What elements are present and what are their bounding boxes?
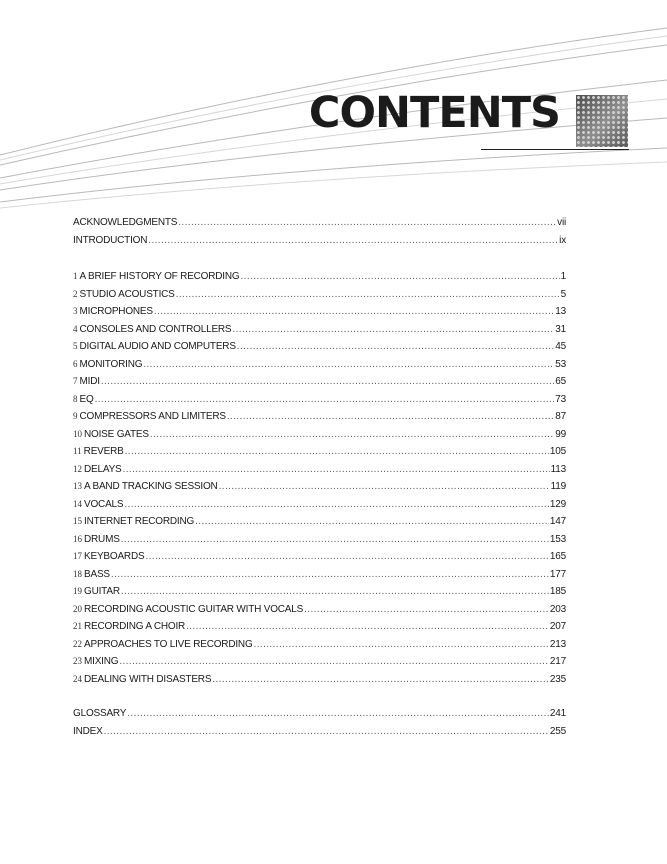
chapter-number: 18 bbox=[73, 568, 82, 579]
dot-leader bbox=[143, 356, 554, 374]
chapter-number: 8 bbox=[73, 393, 78, 404]
toc-entry-chapter[interactable] bbox=[73, 618, 566, 636]
toc-entry-title: KEYBOARDS bbox=[84, 551, 145, 562]
chapter-number: 7 bbox=[73, 376, 78, 386]
toc-entry-chapter[interactable] bbox=[73, 548, 566, 566]
toc-entry-title: STUDIO ACOUSTICS bbox=[79, 288, 175, 300]
toc-entry-chapter[interactable] bbox=[73, 496, 566, 514]
page-title: CONTENTS bbox=[308, 88, 560, 138]
chapter-number: 11 bbox=[73, 446, 82, 456]
dot-leader bbox=[124, 496, 549, 514]
toc-entry-chapter[interactable] bbox=[73, 268, 566, 286]
toc-entry-chapter[interactable] bbox=[73, 566, 566, 584]
dot-leader bbox=[232, 321, 554, 339]
chapter-number: 12 bbox=[73, 463, 82, 474]
chapter-number: 6 bbox=[73, 358, 78, 369]
toc-entry-page: 235 bbox=[549, 673, 566, 685]
dot-leader bbox=[111, 566, 549, 584]
toc-entry-title: RECORDING A CHOIR bbox=[84, 621, 186, 632]
toc-entry-title: GUITAR bbox=[84, 586, 120, 597]
chapter-number: 3 bbox=[73, 306, 78, 316]
chapter-number: 23 bbox=[73, 656, 82, 666]
dot-leader bbox=[101, 373, 554, 391]
chapter-number: 15 bbox=[73, 516, 82, 526]
toc-entry-title: A BRIEF HISTORY OF RECORDING bbox=[79, 271, 240, 282]
chapter-number: 13 bbox=[73, 481, 82, 491]
toc-entry-page: 217 bbox=[549, 656, 566, 667]
toc-entry-chapter[interactable] bbox=[73, 461, 566, 479]
toc-entry-chapter[interactable] bbox=[73, 321, 566, 339]
toc-entry-title: GLOSSARY bbox=[73, 708, 127, 719]
toc-entry-title: INDEX bbox=[73, 725, 103, 737]
dot-leader bbox=[95, 391, 555, 409]
dot-leader bbox=[145, 548, 548, 566]
toc-entry-page: 153 bbox=[549, 533, 566, 545]
toc-entry-chapter[interactable] bbox=[73, 653, 566, 671]
toc-entry-page: 207 bbox=[549, 621, 566, 632]
toc-entry-title: ACKNOWLEDGMENTS bbox=[73, 217, 178, 228]
chapter-number: 5 bbox=[73, 341, 78, 351]
toc-entry-chapter[interactable] bbox=[73, 601, 566, 619]
toc-entry-page: 119 bbox=[550, 481, 566, 492]
toc-entry-page: 13 bbox=[555, 306, 566, 317]
toc-entry-title: MICROPHONES bbox=[79, 306, 153, 317]
toc-entry-title: INTERNET RECORDING bbox=[84, 516, 195, 527]
toc-entry-page: 165 bbox=[549, 551, 566, 562]
toc-entry-chapter[interactable] bbox=[73, 286, 566, 304]
toc-entry-glossary[interactable] bbox=[73, 705, 566, 723]
toc-entry-chapter[interactable] bbox=[73, 478, 566, 496]
toc-entry-page: 113 bbox=[550, 463, 566, 475]
dot-leader bbox=[237, 338, 554, 356]
chapter-number: 16 bbox=[73, 533, 82, 544]
toc-entry-page: ix bbox=[559, 234, 566, 246]
chapter-number: 20 bbox=[73, 603, 82, 614]
toc-entry-page: 1 bbox=[560, 271, 566, 282]
chapter-number: 21 bbox=[73, 621, 82, 631]
toc-entry-page: 241 bbox=[549, 708, 566, 719]
chapter-number: 14 bbox=[73, 498, 82, 509]
toc-entry-title: MIDI bbox=[79, 376, 100, 387]
toc-entry-page: 185 bbox=[549, 586, 566, 597]
back-matter-list bbox=[73, 705, 566, 740]
toc-entry-page: 53 bbox=[555, 358, 566, 370]
toc-entry-page: 73 bbox=[555, 393, 566, 405]
chapter-number: 9 bbox=[73, 411, 78, 421]
dot-leader bbox=[227, 408, 554, 426]
title-underline bbox=[481, 149, 629, 150]
toc-entry-title: RECORDING ACOUSTIC GUITAR WITH VOCALS bbox=[84, 603, 304, 615]
dot-leader bbox=[123, 461, 550, 479]
chapter-number: 4 bbox=[73, 323, 78, 334]
toc-entry-page: 213 bbox=[549, 638, 566, 650]
toc-entry-chapter[interactable] bbox=[73, 356, 566, 374]
toc-entry-chapter[interactable] bbox=[73, 513, 566, 531]
toc-entry-chapter[interactable] bbox=[73, 531, 566, 549]
chapter-number: 2 bbox=[73, 288, 78, 299]
chapter-list bbox=[73, 268, 566, 688]
dot-leader bbox=[219, 478, 550, 496]
toc-entry-page: 87 bbox=[555, 411, 566, 422]
toc-entry-page: 65 bbox=[555, 376, 566, 387]
toc-entry-title: APPROACHES TO LIVE RECORDING bbox=[84, 638, 253, 650]
toc-entry-title: VOCALS bbox=[84, 498, 124, 510]
toc-entry-chapter[interactable] bbox=[73, 583, 566, 601]
toc-entry-chapter[interactable] bbox=[73, 426, 566, 444]
dot-leader bbox=[195, 513, 549, 531]
toc-entry-title: DEALING WITH DISASTERS bbox=[84, 673, 212, 685]
toc-entry-chapter[interactable] bbox=[73, 373, 566, 391]
toc-entry-title: NOISE GATES bbox=[84, 428, 149, 440]
toc-entry-page: 203 bbox=[549, 603, 566, 615]
toc-entry-page: 99 bbox=[555, 428, 566, 440]
dot-leader bbox=[178, 214, 556, 232]
toc-entry-title: BASS bbox=[84, 568, 110, 580]
dot-leader bbox=[121, 583, 549, 601]
chapter-number: 24 bbox=[73, 673, 82, 684]
toc-entry-page: 5 bbox=[560, 288, 566, 300]
dot-leader bbox=[127, 705, 549, 723]
toc-entry-title: EQ bbox=[79, 393, 94, 405]
chapter-number: 1 bbox=[73, 271, 78, 281]
toc-entry-index[interactable] bbox=[73, 723, 566, 741]
dot-leader bbox=[241, 268, 560, 286]
toc-entry-title: MIXING bbox=[84, 656, 119, 667]
toc-entry-title: A BAND TRACKING SESSION bbox=[84, 481, 218, 492]
toc-entry-chapter[interactable] bbox=[73, 391, 566, 409]
toc-entry-title: DELAYS bbox=[84, 463, 122, 475]
toc-entry-title: INTRODUCTION bbox=[73, 234, 148, 246]
toc-entry-page: 147 bbox=[549, 516, 566, 527]
dot-leader bbox=[254, 636, 549, 654]
toc-entry-chapter[interactable] bbox=[73, 671, 566, 689]
dot-leader bbox=[186, 618, 549, 636]
toc-entry-chapter[interactable] bbox=[73, 636, 566, 654]
dot-leader bbox=[119, 653, 549, 671]
toc-entry-title: CONSOLES AND CONTROLLERS bbox=[79, 323, 232, 335]
toc-entry-page: 31 bbox=[555, 323, 566, 335]
dot-leader bbox=[104, 723, 549, 741]
dot-leader bbox=[304, 601, 549, 619]
toc-entry-acknowledgments[interactable] bbox=[73, 214, 566, 232]
dot-leader bbox=[121, 531, 549, 549]
toc-entry-introduction[interactable] bbox=[73, 232, 566, 250]
toc-entry-chapter[interactable] bbox=[73, 338, 566, 356]
toc-entry-page: 255 bbox=[549, 725, 566, 737]
toc-entry-chapter[interactable] bbox=[73, 443, 566, 461]
toc-entry-title: REVERB bbox=[83, 446, 124, 457]
toc-entry-page: 129 bbox=[549, 498, 566, 510]
toc-entry-chapter[interactable] bbox=[73, 303, 566, 321]
toc-entry-page: 177 bbox=[549, 568, 566, 580]
toc-entry-title: COMPRESSORS AND LIMITERS bbox=[79, 411, 226, 422]
toc-entry-title: DRUMS bbox=[84, 533, 120, 545]
toc-entry-page: 105 bbox=[549, 446, 566, 457]
speaker-grille-emblem bbox=[576, 95, 628, 147]
chapter-number: 10 bbox=[73, 428, 82, 439]
dot-leader bbox=[125, 443, 549, 461]
dot-leader bbox=[150, 426, 554, 444]
toc-entry-page: vii bbox=[557, 217, 566, 228]
dot-leader bbox=[148, 232, 558, 250]
chapter-number: 19 bbox=[73, 586, 82, 596]
toc-entry-chapter[interactable] bbox=[73, 408, 566, 426]
dot-leader bbox=[176, 286, 560, 304]
chapter-number: 22 bbox=[73, 638, 82, 649]
toc-entry-title: DIGITAL AUDIO AND COMPUTERS bbox=[79, 341, 236, 352]
dot-leader bbox=[212, 671, 549, 689]
toc-entry-title: MONITORING bbox=[79, 358, 143, 370]
chapter-number: 17 bbox=[73, 551, 82, 561]
dot-leader bbox=[154, 303, 554, 321]
front-matter-list bbox=[73, 214, 566, 249]
toc-entry-page: 45 bbox=[555, 341, 566, 352]
